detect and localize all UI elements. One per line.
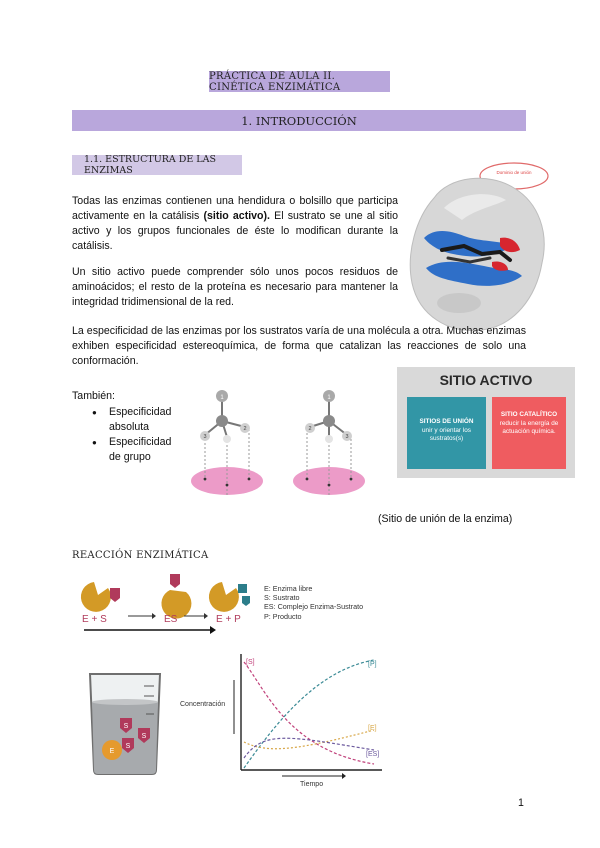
section-heading-introduccion: 1. INTRODUCCIÓN <box>72 110 526 131</box>
series-label-p: [P] <box>368 661 377 668</box>
sitio-activo-title: SITIO ACTIVO <box>439 372 533 388</box>
sitios-union-text: unir y orientar los sustratos(s) <box>421 426 472 442</box>
reaction-legend <box>264 584 363 621</box>
series-label-e: [E] <box>368 725 377 732</box>
series-label-s: [S] <box>246 659 255 666</box>
substrate-label: S <box>141 733 147 740</box>
reaction-heading: REACCIÓN ENZIMÁTICA <box>72 550 209 561</box>
atom-label: 3 <box>345 434 349 440</box>
substrate-label: S <box>125 743 131 750</box>
paragraph-text: El sustrato se une al sitio activo y los grupos funcionales de éste lo modifican durante la catálisis. <box>72 210 398 252</box>
paragraph-especificidad: La especificidad de las enzimas por los sustratos varía de una molécula a otra. Muchas enzimas exhiben especificidad estereoquímica, de forma que catalizan las reacciones de solo una conformación. <box>72 325 526 367</box>
specificity-list <box>92 405 177 465</box>
equation-right: E + P <box>216 614 241 625</box>
atom-label: 2 <box>308 426 312 432</box>
page-number: 1 <box>518 797 524 809</box>
plot-y-label: Concentración <box>180 701 226 708</box>
atom-label: 1 <box>327 395 331 401</box>
sitios-union-heading: SITIOS DE UNIÓN <box>419 418 474 425</box>
binding-domain-label: Dominio de unión <box>496 170 532 175</box>
document-title: PRÁCTICA DE AULA II. CINÉTICA ENZIMÁTICA <box>209 71 390 92</box>
list-item: ● Especificidad de grupo <box>92 435 177 465</box>
paragraph-residuos: Un sitio activo puede comprender sólo unos pocos residuos de aminoácidos; el resto de la proteína es necesario para mantener la integridad tridimensional de la red. <box>72 266 398 308</box>
sitio-catalitico-heading: SITIO CATALÍTICO <box>500 411 558 418</box>
bold-term: (sitio activo). <box>203 210 271 222</box>
atom-label: 1 <box>220 395 224 401</box>
paragraph-text: Todas las enzimas contienen una hendidura o bolsillo que participa activamente en la catálisis <box>72 195 398 222</box>
enzyme-label: E <box>109 748 115 755</box>
legend-item: ES: Complejo Enzima-Sustrato <box>264 602 364 612</box>
tambien-label: También: <box>72 390 115 402</box>
image-caption: (Sitio de unión de la enzima) <box>378 513 513 525</box>
legend-item: S: Sustrato <box>264 593 300 603</box>
atom-label: 3 <box>203 434 207 440</box>
legend-item: E: Enzima libre <box>264 584 313 593</box>
reaction-scheme <box>76 572 266 634</box>
legend-item: P: Producto <box>264 611 302 621</box>
series-label-es: [ES] <box>366 751 380 758</box>
paragraph-sitio-activo <box>72 194 398 254</box>
enzyme-surface-image <box>404 158 552 338</box>
sitio-catalitico-text: reducir la energía de actuación química. <box>499 419 559 435</box>
subsection-heading-estructura: 1.1. ESTRUCTURA DE LAS ENZIMAS <box>72 155 242 175</box>
beaker-illustration <box>84 668 170 778</box>
sitio-catalitico-box <box>492 397 566 469</box>
substrate-label: S <box>123 723 129 730</box>
plot-x-label: Tiempo <box>300 781 324 788</box>
equation-left: E + S <box>82 614 107 625</box>
concentration-time-plot <box>178 650 386 790</box>
atom-label: 2 <box>243 426 247 432</box>
sitios-union-box <box>407 397 486 469</box>
equation-mid: ES <box>164 614 178 625</box>
molecule-diagram <box>185 385 370 503</box>
list-item: ● Especificidad absoluta <box>92 405 177 435</box>
